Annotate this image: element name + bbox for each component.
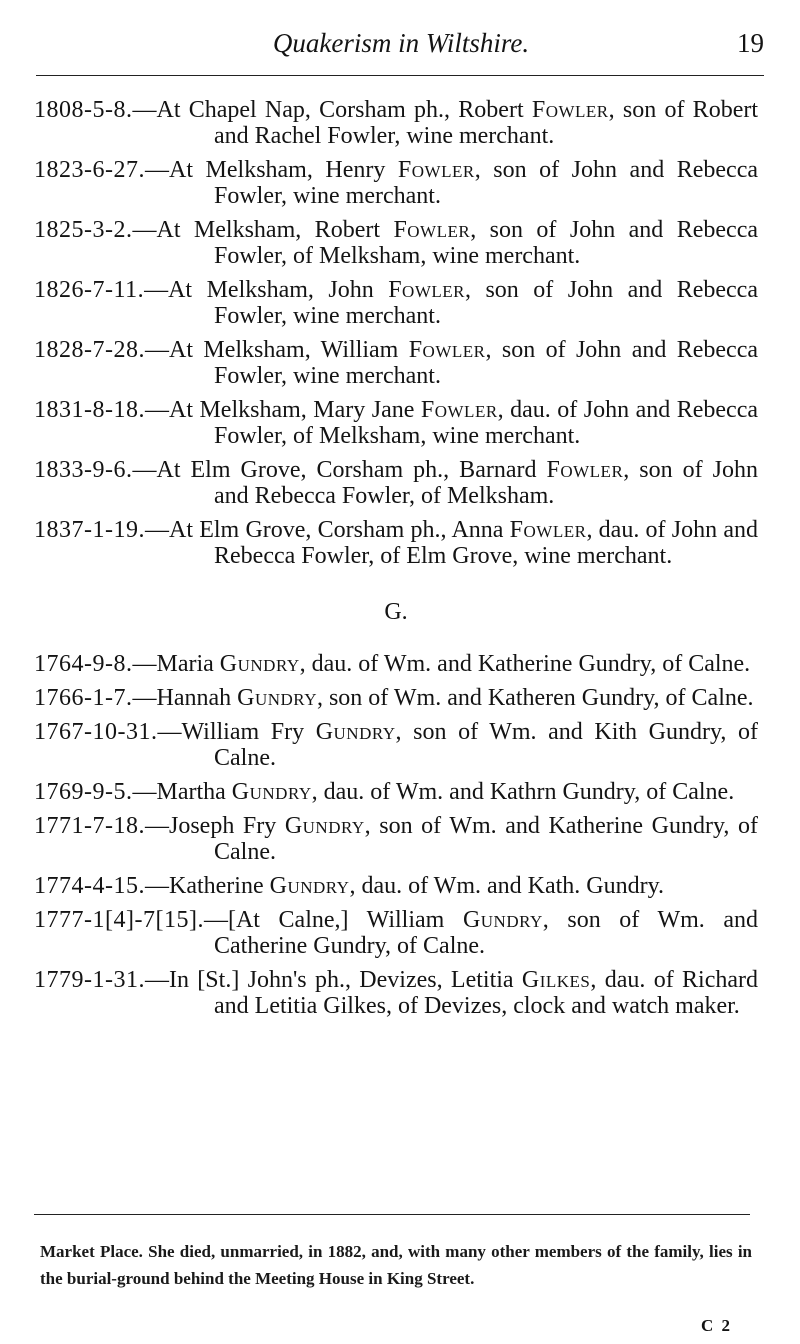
entry-text: —At Melksham, John (144, 277, 389, 303)
entry-surname: Gundry (231, 779, 312, 805)
entry-surname: Fowler (397, 157, 475, 183)
entry (34, 685, 758, 711)
entry-text: , son of Wm. and Katheren Gundry, of Calne. (316, 685, 754, 711)
entry-text: , dau. of Wm. and Kath. Gundry. (349, 873, 665, 899)
entry (34, 907, 758, 959)
entry-date: 1779-1-31. (34, 967, 145, 993)
entry-text: —Maria (132, 651, 220, 677)
entry-text: , son of John and Rebecca Fowler, wine merchant. (214, 157, 759, 209)
entry-text: , son of Wm. and Catherine Gundry, of Calne. (214, 907, 759, 959)
page-number: 19 (737, 28, 764, 58)
entry-text: —Joseph Fry (144, 813, 285, 839)
entry-surname: Fowler (531, 97, 609, 123)
entry-surname: Gundry (462, 907, 543, 933)
entry (34, 719, 758, 771)
page-header (36, 28, 766, 68)
entry-text: —Martha (132, 779, 232, 805)
entry-text: , son of Robert and Rachel Fowler, wine merchant. (214, 97, 759, 149)
entry (34, 157, 758, 209)
entry-text: —William Fry (157, 719, 316, 745)
entry-text: —Hannah (132, 685, 238, 711)
entry (34, 457, 758, 509)
entry (34, 779, 758, 805)
footnote-rule (34, 1214, 750, 1215)
entry-surname: Fowler (509, 517, 587, 543)
entry-text: —At Elm Grove, Corsham ph., Barnard (132, 457, 547, 483)
entry (34, 967, 758, 1019)
entry (34, 97, 758, 149)
footnote: Market Place. She died, unmarried, in 1882, and, with many other members of the family, lies in the burial-ground behind the Meeting House in King Street. (40, 1242, 752, 1288)
entry (34, 337, 758, 389)
fowler-entries (34, 97, 758, 569)
entry-surname: Fowler (420, 397, 498, 423)
entry-text: —At Melksham, Henry (144, 157, 398, 183)
entry-date: 1823-6-27. (34, 157, 145, 183)
entry (34, 397, 758, 449)
entry-date: 1831-8-18. (34, 397, 145, 423)
entry (34, 277, 758, 329)
entry-text: —In [St.] John's ph., Devizes, Letitia (144, 967, 522, 993)
entry-text: , dau. of Wm. and Katherine Gundry, of Calne. (299, 651, 751, 677)
entry-text: , dau. of John and Rebecca Fowler, of Elm Grove, wine merchant. (214, 517, 758, 569)
entry-date: 1767-10-31. (34, 719, 158, 745)
entry-text: , son of John and Rebecca Fowler, wine merchant. (214, 277, 758, 329)
running-title: Quakerism in Wiltshire. (272, 28, 530, 58)
section-letter: G. (384, 599, 408, 625)
entry-date: 1764-9-8. (34, 651, 133, 677)
entry-surname: Fowler (393, 217, 471, 243)
entry-date: 1833-9-6. (34, 457, 133, 483)
entry-date: 1837-1-19. (34, 517, 145, 543)
entry-date: 1774-4-15. (34, 873, 145, 899)
gundry-entries (34, 651, 758, 1019)
entry-text: —At Chapel Nap, Corsham ph., Robert (132, 97, 532, 123)
entry (34, 217, 758, 269)
entry-text: , son of John and Rebecca Fowler, of Melksham. (214, 457, 758, 509)
entry-text: , dau. of Richard and Letitia Gilkes, of Devizes, clock and watch maker. (214, 967, 758, 1019)
entry-date: 1777-1[4]-7[15]. (34, 907, 204, 933)
entry-text: , son of John and Rebecca Fowler, wine merchant. (214, 337, 758, 389)
entry-surname: Gundry (269, 873, 350, 899)
entry-text: , dau. of John and Rebecca Fowler, of Melksham, wine merchant. (214, 397, 759, 449)
entry-text: —Katherine (144, 873, 270, 899)
entry-surname: Fowler (408, 337, 486, 363)
entry-date: 1808-5-8. (34, 97, 133, 123)
entry-date: 1769-9-5. (34, 779, 133, 805)
entry-surname: Fowler (546, 457, 624, 483)
entry-text: , son of John and Rebecca Fowler, of Melksham, wine merchant. (214, 217, 758, 269)
entry-date: 1826-7-11. (34, 277, 145, 303)
entry-text: —At Melksham, Mary Jane (144, 397, 421, 423)
entry-surname: Gundry (219, 651, 300, 677)
entry-text: —[At Calne,] William (203, 907, 463, 933)
entry-text: —At Melksham, William (144, 337, 409, 363)
entry (34, 517, 758, 569)
entry-date: 1825-3-2. (34, 217, 133, 243)
header-rule (36, 75, 764, 76)
entry (34, 813, 758, 865)
entry-surname: Gilkes (521, 967, 591, 993)
entry-text: , son of Wm. and Katherine Gundry, of Calne. (214, 813, 759, 865)
entry-text: —At Elm Grove, Corsham ph., Anna (144, 517, 510, 543)
entry-surname: Gundry (284, 813, 365, 839)
signature-mark: C 2 (700, 1316, 732, 1335)
entry-text: —At Melksham, Robert (132, 217, 394, 243)
entry-date: 1828-7-28. (34, 337, 145, 363)
entry-surname: Fowler (388, 277, 465, 303)
entry-text: , son of Wm. and Kith Gundry, of Calne. (214, 719, 758, 771)
entry-surname: Gundry (237, 685, 317, 711)
entry (34, 873, 758, 899)
entry (34, 651, 758, 677)
entry-surname: Gundry (315, 719, 396, 745)
register-entries (34, 97, 758, 1027)
entry-date: 1771-7-18. (34, 813, 145, 839)
entry-text: , dau. of Wm. and Kathrn Gundry, of Calne. (311, 779, 735, 805)
entry-date: 1766-1-7. (34, 685, 133, 711)
